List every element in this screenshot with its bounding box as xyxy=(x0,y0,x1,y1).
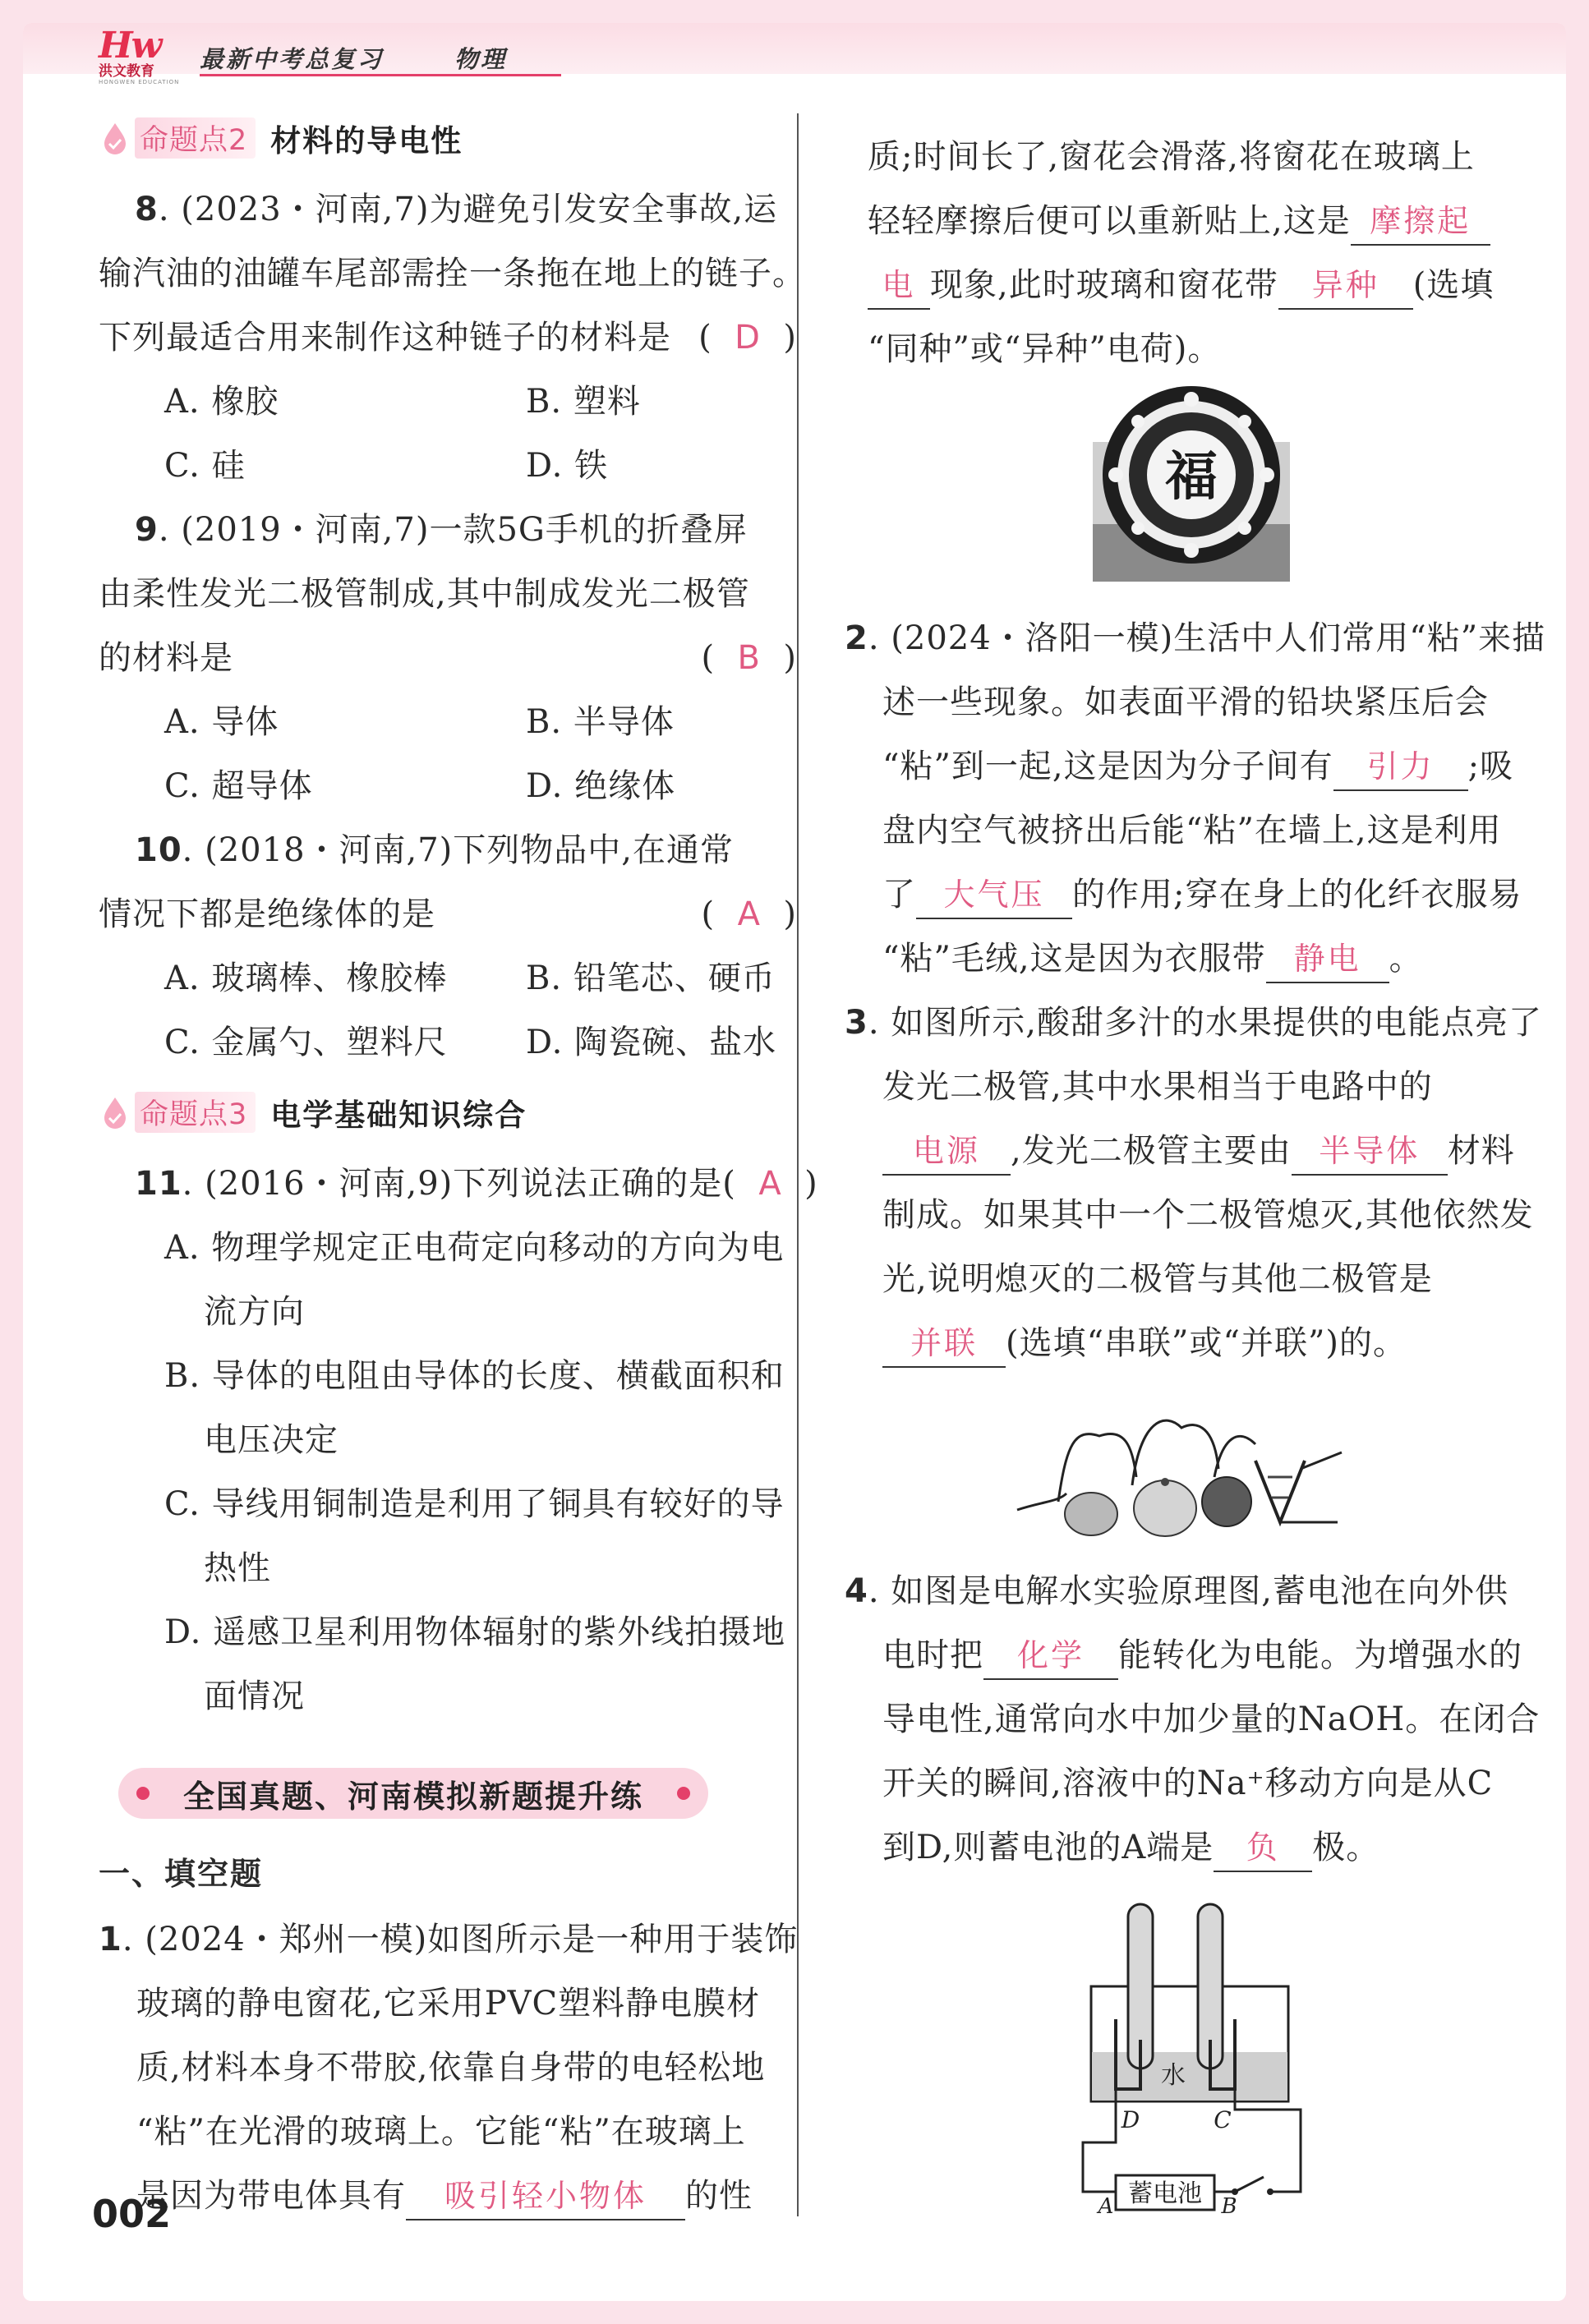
question-text: 述一些现象。如表面平滑的铅块紧压后会 xyxy=(882,683,1489,721)
question-text: 电时把 xyxy=(882,1636,983,1674)
option: C. 超导体 xyxy=(164,767,313,805)
question-text: 玻璃的静电窗花,它采用PVC塑料静电膜材 xyxy=(136,1985,761,2023)
option: B. 铅笔芯、硬币 xyxy=(526,960,776,997)
question-text: 是因为带电体具有 xyxy=(136,2177,406,2215)
answer: 电 xyxy=(882,267,916,303)
answer-blank xyxy=(983,1632,1118,1680)
answer: 引力 xyxy=(1366,748,1435,785)
question-text: (2023・河南,7)为避免引发安全事故,运 xyxy=(181,191,778,228)
fruit-battery-figure xyxy=(1009,1378,1354,1543)
banner-dot-icon xyxy=(677,1787,690,1800)
question-number: 4 xyxy=(845,1572,868,1610)
electrode-d-label: D xyxy=(1121,2106,1140,2133)
question-1-continued xyxy=(868,125,1494,381)
option: B. 导体的电阻由导体的长度、横截面积和 xyxy=(164,1357,785,1395)
question-text: 盘内空气被挤出后能“粘”在墙上,这是利用 xyxy=(882,812,1502,849)
header-underline xyxy=(200,74,561,76)
topic-label: 命题点3 xyxy=(135,1092,256,1133)
option: A. 物理学规定正电荷定向移动的方向为电 xyxy=(164,1229,785,1267)
banner-title: 全国真题、河南模拟新题提升练 xyxy=(182,1778,643,1815)
question-number: 2 xyxy=(845,619,868,657)
option-cont: 面情况 xyxy=(204,1677,305,1715)
question-number: 9 xyxy=(135,511,159,549)
question-4: 4. 如图是电解水实验原理图,蓄电池在向外供 电时把 化学 能转化为电能。为增强水的 导电性,通常向水中加少量的NaOH。在闭合 开关的瞬间,溶液中的Na⁺移动方向是从C 到D,则蓄电池的A端是 负 极。 xyxy=(845,1559,1540,1880)
topic-title: 电学基础知识综合 xyxy=(270,1098,527,1133)
answer-blank xyxy=(1266,936,1389,983)
terminal-b-label: B xyxy=(1221,2194,1237,2216)
question-text: (2024・洛阳一模)生活中人们常用“粘”来描 xyxy=(891,619,1546,657)
question-2: 2. (2024・洛阳一模)生活中人们常用“粘”来描 述一些现象。如表面平滑的铅块紧压后会 “粘”到一起,这是因为分子间有 引力 ;吸 盘内空气被挤出后能“粘”在墙上,这是利用 了 大气压 的作用;穿在身上的化纤衣服易 “粘”毛绒,这是因为衣服带 静电 。 xyxy=(845,606,1545,991)
option: D. 铁 xyxy=(526,447,609,485)
drop-check-icon xyxy=(102,122,128,154)
answer-blank xyxy=(868,262,930,310)
answer: 静电 xyxy=(1293,941,1361,977)
question-text: (选填“串联”或“并联”)的。 xyxy=(1006,1324,1407,1362)
electrolysis-figure xyxy=(1066,1896,1313,2216)
topic-tag-2 xyxy=(102,117,463,159)
topic-label: 命题点2 xyxy=(135,117,256,159)
question-11: 11. (2016・河南,9)下列说法正确的是( A ) A. 物理学规定正电荷定向移动的方向为电 流方向 B. 导体的电阻由导体的长度、横截面积和 电压决定 C. 导线用铜制造是利用了铜具有较好的导 热性 D. 遥感卫星利用物体辐射的紫外线拍摄地 面情况 xyxy=(99,1152,818,1728)
question-text: ;吸 xyxy=(1467,748,1514,785)
answer-blank xyxy=(1292,1128,1448,1176)
question-number: 8 xyxy=(135,191,159,228)
topic-title: 材料的导电性 xyxy=(270,123,463,159)
option-cont: 流方向 xyxy=(204,1293,305,1331)
question-number: 10 xyxy=(135,831,182,869)
logo-cn: 洪文教育 xyxy=(99,63,154,80)
section-banner xyxy=(118,1768,708,1819)
answer-blank xyxy=(882,1320,1006,1368)
answer: D xyxy=(735,319,761,357)
question-text: 质;时间长了,窗花会滑落,将窗花在玻璃上 xyxy=(868,138,1475,176)
answer: B xyxy=(737,639,761,677)
answer-bracket: ( A ) xyxy=(701,895,797,933)
logo-mark: Hw xyxy=(99,25,161,67)
answer-blank xyxy=(882,1128,1011,1176)
subject-title: 物理 xyxy=(454,45,508,73)
figure-character: 福 xyxy=(1165,446,1218,508)
question-text: (2018・河南,7)下列物品中,在通常 xyxy=(205,831,734,869)
logo-en: HONGWEN EDUCATION xyxy=(99,79,180,85)
question-text: 轻轻摩擦后便可以重新贴上,这是 xyxy=(868,202,1351,240)
question-text: 开关的瞬间,溶液中的Na⁺移动方向是从C xyxy=(882,1765,1494,1802)
option: D. 遥感卫星利用物体辐射的紫外线拍摄地 xyxy=(164,1613,786,1651)
answer: 摩擦起 xyxy=(1370,203,1472,239)
question-text: 现象,此时玻璃和窗花带 xyxy=(930,266,1278,304)
question-text: ,发光二极管主要由 xyxy=(1011,1132,1292,1170)
topic-tag-3 xyxy=(102,1091,527,1134)
question-text: 由柔性发光二极管制成,其中制成发光二极管 xyxy=(99,575,750,613)
option: A. 橡胶 xyxy=(164,383,279,421)
question-text: (选填 xyxy=(1412,266,1495,304)
answer-blank xyxy=(1333,743,1468,791)
question-text: “粘”在光滑的玻璃上。它能“粘”在玻璃上 xyxy=(136,2113,746,2151)
question-text: 输汽油的油罐车尾部需拴一条拖在地上的链子。 xyxy=(99,255,806,292)
question-text: (2019・河南,7)一款5G手机的折叠屏 xyxy=(181,511,748,549)
option: B. 塑料 xyxy=(526,383,641,421)
answer-blank xyxy=(1214,1825,1312,1872)
terminal-a-label: A xyxy=(1098,2194,1114,2216)
question-text: 制成。如果其中一个二极管熄灭,其他依然发 xyxy=(882,1196,1534,1234)
question-text: “粘”毛绒,这是因为衣服带 xyxy=(882,940,1266,978)
question-text: 的性 xyxy=(685,2177,753,2215)
question-text: 能转化为电能。为增强水的 xyxy=(1118,1636,1522,1674)
question-text: 极。 xyxy=(1312,1829,1380,1866)
question-text: 发光二极管,其中水果相当于电路中的 xyxy=(882,1068,1433,1106)
electrode-c-label: C xyxy=(1214,2106,1232,2133)
answer: 化学 xyxy=(1016,1637,1085,1673)
section-heading: 一、填空题 xyxy=(99,1856,264,1892)
option: C. 硅 xyxy=(164,447,246,485)
question-text: (2016・河南,9)下列说法正确的是 xyxy=(205,1165,723,1203)
answer: 负 xyxy=(1246,1829,1280,1866)
answer-blank xyxy=(1278,262,1413,310)
question-text: 如图所示,酸甜多汁的水果提供的电能点亮了 xyxy=(891,1004,1542,1042)
battery-label: 蓄电池 xyxy=(1128,2179,1202,2208)
question-8: 8. (2023・河南,7)为避免引发安全事故,运 输汽油的油罐车尾部需拴一条拖在地上的链子。 下列最适合用来制作这种链子的材料是 ( D ) A. 橡胶 B. 塑料 C. 硅 D. 铁 xyxy=(99,177,806,498)
answer-blank xyxy=(1351,198,1490,246)
option: B. 半导体 xyxy=(526,703,675,741)
drop-check-icon xyxy=(102,1096,128,1129)
question-text: 质,材料本身不带胶,依靠自身带的电轻松地 xyxy=(136,2049,766,2087)
option: C. 金属勺、塑料尺 xyxy=(164,1024,448,1061)
answer: 并联 xyxy=(910,1325,978,1361)
question-9: 9. (2019・河南,7)一款5G手机的折叠屏 由柔性发光二极管制成,其中制成发光二极管 的材料是 ( B ) A. 导体 B. 半导体 C. 超导体 D. 绝缘体 xyxy=(99,498,797,818)
option: C. 导线用铜制造是利用了铜具有较好的导 xyxy=(164,1485,785,1523)
answer: 半导体 xyxy=(1319,1133,1421,1169)
answer-blank xyxy=(406,2173,685,2220)
answer-blank xyxy=(916,872,1072,919)
answer: 吸引轻小物体 xyxy=(444,2178,647,2214)
question-text: “同种”或“异种”电荷)。 xyxy=(868,330,1222,368)
window-flower-figure xyxy=(1068,376,1315,590)
question-text: 了 xyxy=(882,876,916,913)
answer: 电源 xyxy=(912,1133,980,1169)
page-number: 002 xyxy=(92,2192,172,2236)
question-text: 情况下都是绝缘体的是 xyxy=(99,895,435,933)
question-text: 。 xyxy=(1389,940,1423,978)
banner-dot-icon xyxy=(136,1787,150,1800)
option: D. 陶瓷碗、盐水 xyxy=(526,1024,777,1061)
question-text: 光,说明熄灭的二极管与其他二极管是 xyxy=(882,1260,1433,1298)
option: D. 绝缘体 xyxy=(526,767,676,805)
option-cont: 电压决定 xyxy=(204,1421,339,1459)
question-number: 3 xyxy=(845,1004,868,1042)
answer: 异种 xyxy=(1311,267,1379,303)
question-text: “粘”到一起,这是因为分子间有 xyxy=(882,748,1333,785)
answer: 大气压 xyxy=(943,877,1045,913)
question-3: 3. 如图所示,酸甜多汁的水果提供的电能点亮了 发光二极管,其中水果相当于电路中的 电源 ,发光二极管主要由 半导体 材料 制成。如果其中一个二极管熄灭,其他依然发 光,说明熄灭的二极管与其他二极管是 并联 (选填“串联”或“并联”)的。 xyxy=(845,991,1542,1375)
question-number: 1 xyxy=(99,1921,122,1958)
question-text: 如图是电解水实验原理图,蓄电池在向外供 xyxy=(891,1572,1508,1610)
answer-bracket: ( D ) xyxy=(698,319,797,357)
answer: A xyxy=(758,1165,782,1203)
question-text: 的材料是 xyxy=(99,639,233,677)
answer: A xyxy=(737,895,761,933)
question-10: 10. (2018・河南,7)下列物品中,在通常 情况下都是绝缘体的是 ( A ) A. 玻璃棒、橡胶棒 B. 铅笔芯、硬币 C. 金属勺、塑料尺 D. 陶瓷碗、盐水 xyxy=(99,818,797,1075)
water-label: 水 xyxy=(1161,2061,1186,2090)
option: A. 导体 xyxy=(164,703,279,741)
question-text: 导电性,通常向水中加少量的NaOH。在闭合 xyxy=(882,1700,1541,1738)
question-text: 材料 xyxy=(1447,1132,1515,1170)
question-number: 11 xyxy=(135,1165,182,1203)
answer-bracket: ( A ) xyxy=(722,1165,818,1203)
answer-bracket: ( B ) xyxy=(701,639,797,677)
book-title: 最新中考总复习 xyxy=(200,45,385,73)
publisher-logo xyxy=(99,25,189,89)
page xyxy=(23,23,1566,2301)
question-text: 的作用;穿在身上的化纤衣服易 xyxy=(1072,876,1522,913)
question-text: 到D,则蓄电池的A端是 xyxy=(882,1829,1214,1866)
option: A. 玻璃棒、橡胶棒 xyxy=(164,960,448,997)
question-text: (2024・郑州一模)如图所示是一种用于装饰 xyxy=(145,1921,799,1958)
question-text: 下列最适合用来制作这种链子的材料是 xyxy=(99,319,671,357)
question-1: 1. (2024・郑州一模)如图所示是一种用于装饰 玻璃的静电窗花,它采用PVC塑料静电膜材 质,材料本身不带胶,依靠自身带的电轻松地 “粘”在光滑的玻璃上。它能“粘”在玻璃上 是因为带电体具有 吸引轻小物体 的性 xyxy=(99,1908,798,2228)
option-cont: 热性 xyxy=(204,1549,271,1587)
